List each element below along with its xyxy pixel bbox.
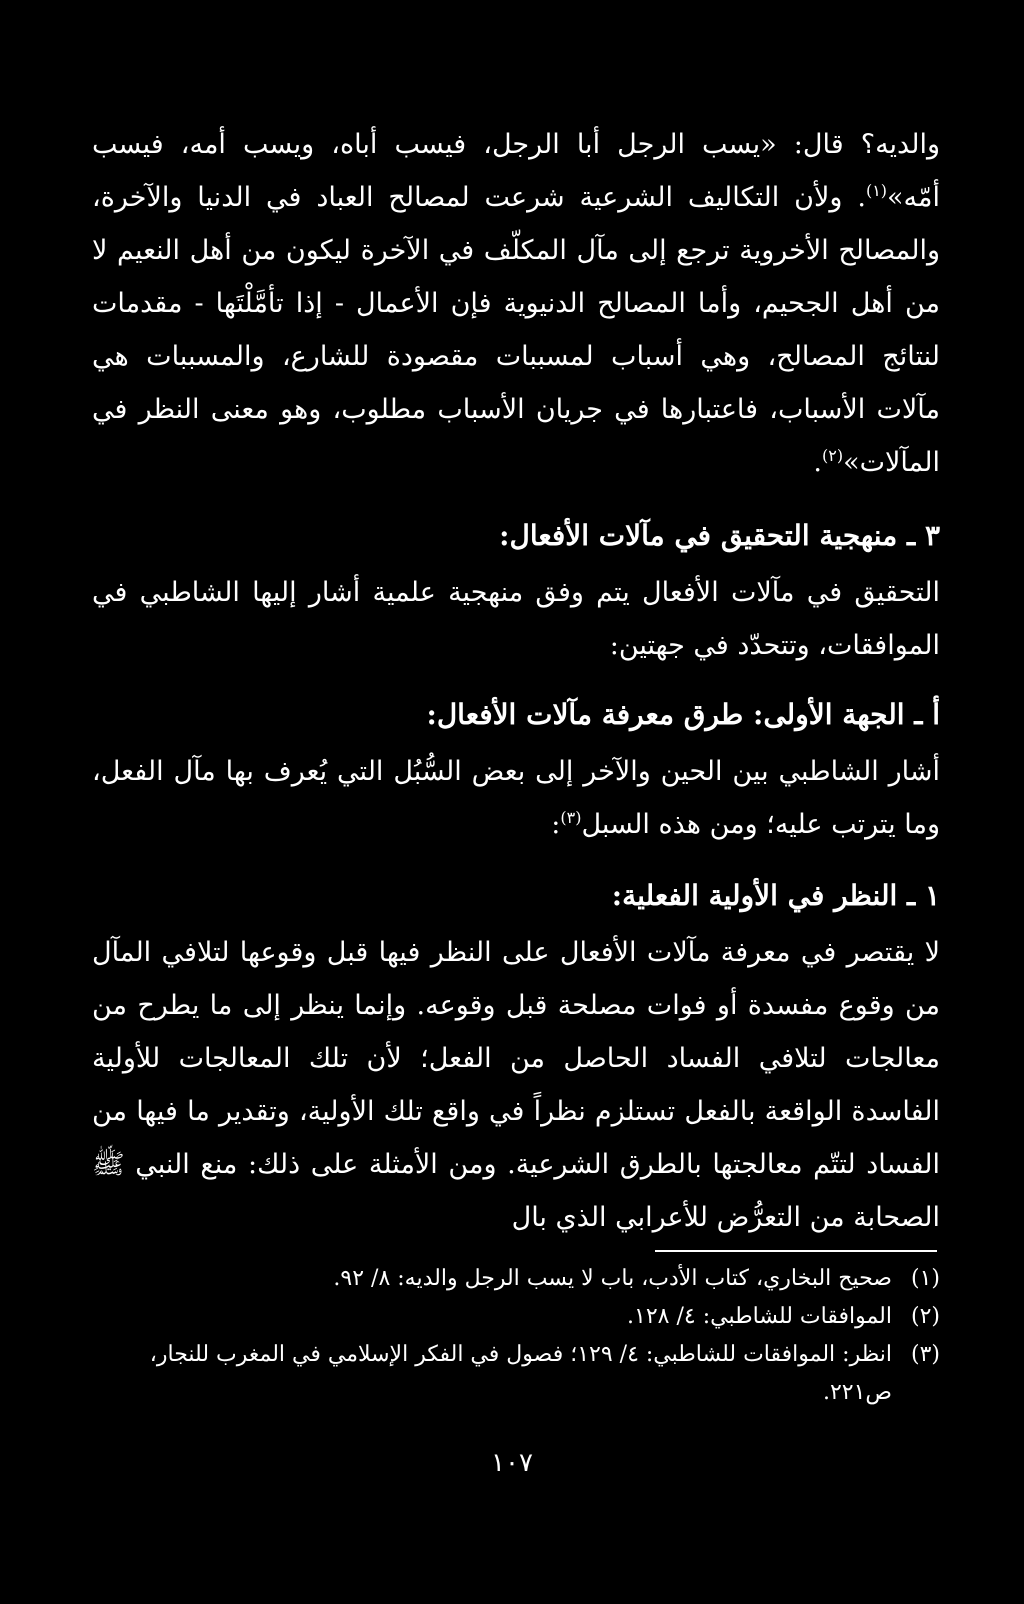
paragraph-4: لا يقتصر في معرفة مآلات الأفعال على النظر فيها قبل وقوعها لتلافي المآل من وقوع مفسدة أو فوات مصلحة قبل وقوعه. وإنما ينظر إلى ما يطرح من معالجات لتلافي الفساد الحاصل من الفعل؛ لأن تلك المعالجات للأولية الفاسدة الواقعة بالفعل تستلزم نظراً في واقع تلك الأولية، وتقدير ما فيها من الفساد لتتّم معالجتها بالطرق الشرعية. ومن الأمثلة على ذلك: منع النبي ﷺ الصحابة من التعرُّض للأعرابي الذي بال bbox=[92, 937, 940, 1233]
footnote bbox=[92, 1336, 940, 1412]
footnotes bbox=[92, 1260, 940, 1412]
footnote-separator bbox=[655, 1250, 937, 1252]
paragraph-1-text: والديه؟ قال: «يسب الرجل أبا الرجل، فيسب أباه، ويسب أمه، فيسب bbox=[92, 129, 940, 160]
footnote-number: (١) bbox=[910, 1266, 940, 1291]
footnote-ref-2: (٢) bbox=[822, 446, 844, 465]
footnote-number: (٣) bbox=[910, 1342, 940, 1367]
footnote bbox=[92, 1260, 940, 1298]
paragraph-1-end: . bbox=[813, 447, 822, 478]
main-text bbox=[92, 118, 940, 1244]
paragraph-1-continued: . ولأن التكاليف الشرعية شرعت لمصالح العباد في الدنيا والآخرة، والمصالح الأخروية ترجع إلى مآل المكلّف في الآخرة ليكون من أهل النعيم لا من أهل الجحيم، وأما المصالح الدنيوية فإن الأعمال - إذا تأمَّلْتَها - مقدمات لنتائج المصالح، وهي أسباب لمسببات مقصودة للشارع، والمسببات هي مآلات الأسباب، فاعتبارها في جريان الأسباب مطلوب، وهو معنى النظر في المآلات» bbox=[92, 182, 940, 478]
footnote bbox=[92, 1298, 940, 1336]
paragraph-3-text: أشار الشاطبي بين الحين والآخر إلى بعض السُّبُل التي يُعرف بها مآل الفعل، وما يترتب عليه؛ ومن هذه السبل bbox=[92, 756, 940, 840]
footnote-text: صحيح البخاري، كتاب الأدب، باب لا يسب الرجل والديه: ٨/ ٩٢. bbox=[333, 1266, 892, 1291]
footnote-text: الموافقات للشاطبي: ٤/ ١٢٨. bbox=[627, 1304, 892, 1329]
page-number: ١٠٧ bbox=[491, 1448, 533, 1478]
subsection-heading: أ ـ الجهة الأولى: طرق معرفة مآلات الأفعال: bbox=[426, 698, 940, 731]
paragraph-3 bbox=[92, 745, 940, 851]
footnote-text: انظر: الموافقات للشاطبي: ٤/ ١٢٩؛ فصول في الفكر الإسلامي في المغرب للنجار، ص٢٢١. bbox=[149, 1342, 892, 1405]
footnote-ref-3: (٣) bbox=[560, 808, 582, 827]
paragraph-3-end: : bbox=[551, 809, 561, 840]
section-heading: ٣ ـ منهجية التحقيق في مآلات الأفعال: bbox=[499, 519, 940, 552]
paragraph-1-quote-end: أمّه» bbox=[887, 182, 940, 213]
paragraph-2: التحقيق في مآلات الأفعال يتم وفق منهجية علمية أشار إليها الشاطبي في الموافقات، وتتحدّد في جهتين: bbox=[92, 577, 940, 661]
paragraph-1 bbox=[92, 118, 940, 489]
footnote-ref-1: (١) bbox=[865, 181, 888, 200]
point-heading: ١ ـ النظر في الأولية الفعلية: bbox=[611, 879, 940, 912]
footnote-number: (٢) bbox=[910, 1304, 940, 1329]
